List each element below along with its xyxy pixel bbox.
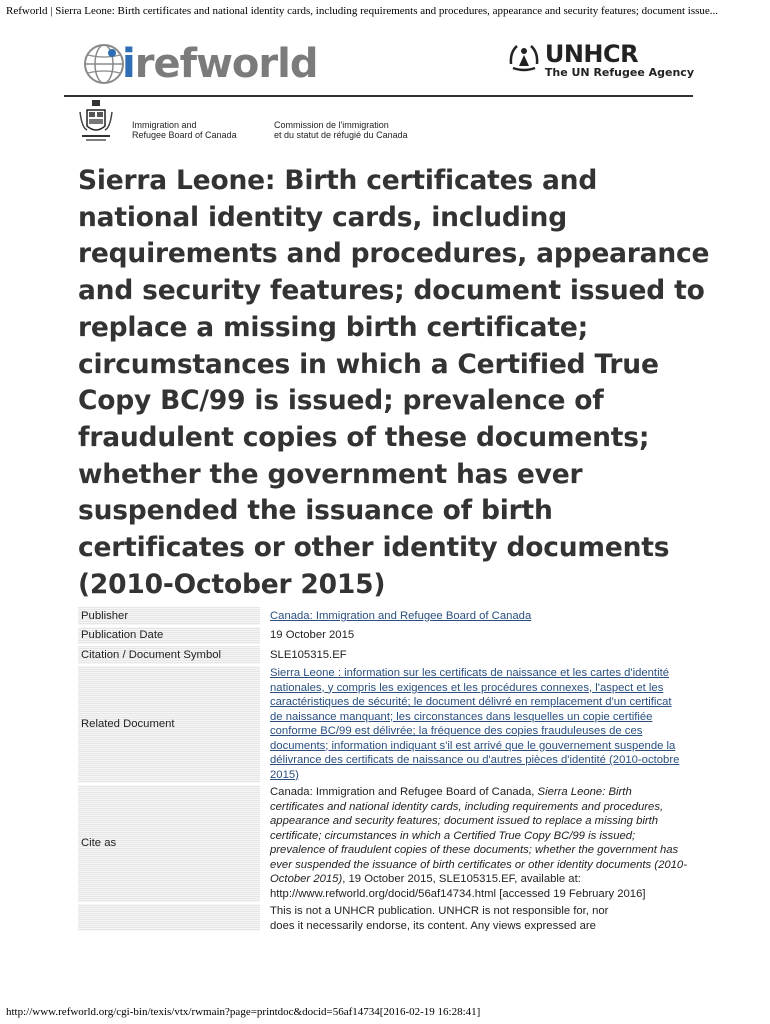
publication-date-label: Publication Date — [78, 626, 260, 646]
globe-icon — [82, 42, 126, 86]
publisher-link[interactable]: Canada: Immigration and Refugee Board of Canada — [270, 610, 532, 622]
logo-banner — [82, 40, 694, 92]
irb-name-fr: Commission de l'immigration et du statut de réfugié du Canada — [274, 120, 408, 140]
coat-of-arms-icon — [78, 98, 114, 144]
unhcr-tagline: The UN Refugee Agency — [544, 66, 694, 79]
metadata-table — [78, 607, 690, 933]
cite-as-value: Canada: Immigration and Refugee Board of Canada, Sierra Leone: Birth certificates and national identity cards, including requirements and procedures, appearance and security features; document issued to replace a missing birth certificate; circumstances in which a Certified True Copy BC/99 is issued; prevalence of fraudulent copies of these documents; whether the government has ever suspended the issuance of birth certificates or other identity documents (2010-October 2015), 19 October 2015, SLE105315.EF, available at: http://www.refworld.org/docid/56af14734.html [accessed 19 February 2016] — [270, 786, 687, 900]
disclaimer-label — [78, 903, 260, 933]
document-title: Sierra Leone: Birth certificates and national identity cards, including requirements and procedures, appearance and security features; document issued to replace a missing birth certificate; circumstances in which a Certified True Copy BC/99 is issued; prevalence of fraudulent copies of these documents; whether the government has ever suspended the issuance of birth certificates or other identity documents (2010-October 2015) — [78, 165, 710, 600]
cite-title: Sierra Leone: Birth certificates and national identity cards, including requirements and procedures, appearance and security features; document issued to replace a missing birth certificate; circumstances in which a Certified True Copy BC/99 is issued; prevalence of fraudulent copies of these documents; whether the government has ever suspended the issuance of birth certificates or other identity documents (2010-October 2015) — [270, 786, 687, 885]
table-row — [78, 626, 690, 646]
publication-date-value: 19 October 2015 — [270, 629, 355, 641]
publisher-label: Publisher — [78, 607, 260, 626]
refworld-logo[interactable] — [82, 40, 317, 88]
table-row — [78, 665, 690, 784]
related-document-label: Related Document — [78, 665, 260, 784]
disclaimer-value: This is not a UNHCR publication. UNHCR is not responsible for, nor does it necessarily endorse, its content. Any views expressed are — [270, 905, 609, 931]
citation-label: Citation / Document Symbol — [78, 645, 260, 665]
table-row — [78, 607, 690, 626]
related-document-link[interactable]: Sierra Leone : information sur les certificats de naissance et les cartes d'identité nationales, y compris les exigences et les procédures connexes, l'aspect et les caractéristiques de sécurité; le document délivré en remplacement d'un certificat de naissance manquant; les circonstances dans lesquelles un copie certifiée conforme BC/99 est délivrée; la fréquence des copies frauduleuses de ces documents; information indiquant s'il est arrivé que le gouvernement suspende la délivrance des certificats de naissance ou d'autres pièces d'identité (2010-octobre 2015) — [270, 667, 680, 781]
unhcr-logo[interactable] — [507, 42, 694, 79]
print-header: Refworld | Sierra Leone: Birth certificates and national identity cards, including requirements and procedures, appearance and security features; document issue... — [6, 5, 719, 17]
irb-banner — [78, 98, 678, 146]
refworld-wordmark: irefworld — [122, 41, 318, 87]
irb-name-en: Immigration and Refugee Board of Canada — [132, 120, 237, 140]
table-row — [78, 784, 690, 903]
print-footer: http://www.refworld.org/cgi-bin/texis/vtx/rwmain?page=printdoc&docid=56af14734[2016-02-19 16:28:41] — [6, 1006, 481, 1018]
table-row — [78, 645, 690, 665]
unhcr-emblem-icon — [507, 42, 541, 72]
unhcr-name: UNHCR — [544, 40, 639, 68]
citation-value: SLE105315.EF — [270, 648, 347, 661]
table-row — [78, 903, 690, 933]
cite-as-label: Cite as — [78, 784, 260, 903]
header-divider — [64, 95, 693, 97]
